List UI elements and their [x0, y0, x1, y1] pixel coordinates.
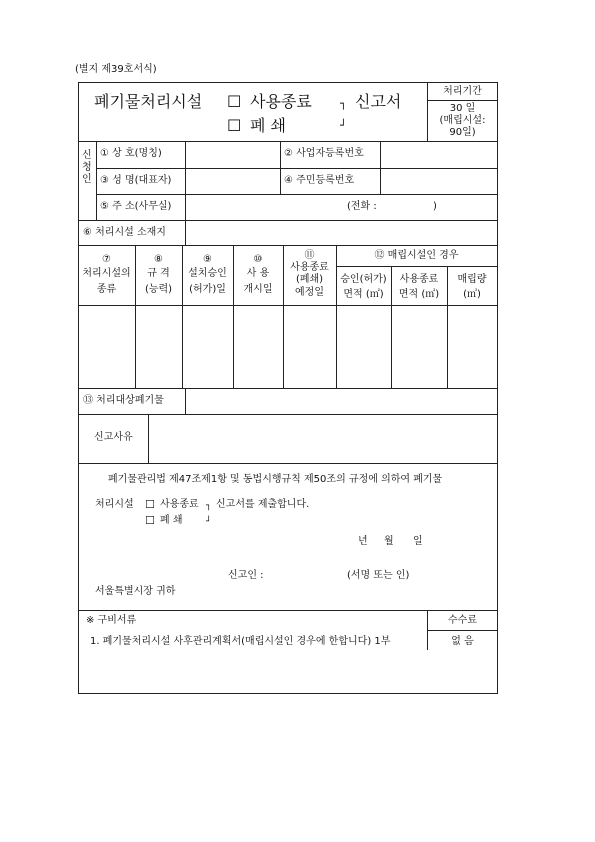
- declaration-bracket-bottom: ┘: [206, 517, 212, 527]
- fee-label: 수수료: [448, 615, 477, 626]
- checkbox-usage-end[interactable]: ☐: [227, 92, 242, 111]
- capacity-cell[interactable]: [136, 306, 181, 387]
- col-7-label-2: 종류: [96, 284, 117, 295]
- col-10-label-2: 개시일: [243, 284, 273, 295]
- facility-location-field[interactable]: [186, 221, 496, 244]
- date-year: 년: [358, 536, 368, 547]
- col-7-number: ⑦: [102, 254, 111, 265]
- resident-reg-field[interactable]: [381, 169, 496, 193]
- landfill-volume-cell[interactable]: [448, 306, 496, 387]
- declaration-bracket-top: ┐: [206, 501, 212, 511]
- declaration-opt-usage-end: 사용종료: [160, 499, 199, 510]
- signature-label: (서명 또는 인): [347, 570, 410, 581]
- closed-area-cell[interactable]: [392, 306, 446, 387]
- start-date-cell[interactable]: [234, 306, 282, 387]
- business-reg-field[interactable]: [381, 142, 496, 167]
- title-option-usage-end: 사용종료: [250, 92, 312, 111]
- target-waste-label: ⑬ 처리대상폐기물: [83, 395, 164, 406]
- declaration-checkbox-usage-end[interactable]: ☐: [145, 498, 155, 511]
- approved-area-cell[interactable]: [337, 306, 390, 387]
- approval-date-cell[interactable]: [183, 306, 232, 387]
- processing-period-note-1: (매립시설:: [439, 115, 486, 126]
- title-option-closure: 폐 쇄: [250, 116, 286, 135]
- declaration-prefix: 처리시설: [95, 499, 134, 510]
- required-documents-header: ※ 구비서류: [86, 615, 137, 626]
- processing-period-label: 처리기간: [443, 86, 482, 97]
- address-label: ⑤ 주 소(사무실): [100, 201, 172, 212]
- col-12c-label-1: 매립량: [457, 274, 487, 285]
- processing-period-value: 30 일: [449, 103, 476, 114]
- date-month: 월: [384, 536, 394, 547]
- col-10-label-1: 사 용: [246, 268, 270, 279]
- representative-label: ③ 성 명(대표자): [100, 175, 172, 186]
- company-name-field[interactable]: [186, 142, 279, 167]
- checkbox-closure[interactable]: ☐: [227, 116, 242, 135]
- title-main: 폐기물처리시설: [94, 92, 203, 111]
- report-reason-field[interactable]: [149, 415, 496, 462]
- representative-field[interactable]: [186, 169, 279, 193]
- date-day: 일: [413, 536, 423, 547]
- fee-value: 없 음: [451, 636, 474, 647]
- facility-type-cell[interactable]: [79, 306, 134, 387]
- col-11-label-2: (폐쇄): [295, 274, 324, 285]
- reporter-label: 신고인 :: [228, 570, 264, 581]
- form-number-label: (별지 제39호서식): [75, 64, 157, 75]
- col-12c-label-2: (㎥): [463, 289, 481, 300]
- col-11-number: ⑪: [304, 250, 315, 261]
- facility-location-label: ⑥ 처리시설 소재지: [83, 227, 166, 238]
- title-bracket-bottom: ┘: [340, 119, 347, 132]
- title-bracket-top: ┐: [340, 97, 347, 110]
- required-document-item-1: 1. 폐기물처리시설 사후관리계획서(매립시설인 경우에 한합니다) 1부: [90, 636, 391, 647]
- col-7-label-1: 처리시설의: [82, 268, 131, 279]
- col-12b-label-1: 사용종료: [399, 274, 439, 285]
- col-10-number: ⑩: [253, 254, 263, 265]
- col-12b-label-2: 면적 (㎡): [398, 289, 440, 300]
- target-waste-field[interactable]: [186, 389, 496, 413]
- declaration-opt-closure: 폐 쇄: [160, 515, 183, 526]
- resident-reg-label: ④ 주민등록번호: [284, 175, 355, 186]
- report-reason-label: 신고사유: [94, 432, 133, 443]
- phone-close: ): [433, 201, 437, 212]
- col-9-label-2: (허가)일: [189, 284, 226, 295]
- col-11-label-1: 사용종료: [290, 262, 329, 273]
- col-8-label-2: (능력): [144, 284, 173, 295]
- phone-label: (전화 :: [347, 201, 377, 212]
- address-field[interactable]: [186, 195, 346, 219]
- declaration-checkbox-closure[interactable]: ☐: [145, 514, 155, 527]
- col-8-number: ⑧: [154, 254, 163, 265]
- col-12a-label-1: 승인(허가): [340, 274, 387, 285]
- processing-period-note-2: 90일): [449, 127, 476, 138]
- col-8-label-1: 규 격: [147, 268, 170, 279]
- col-12a-label-2: 면적 (㎡): [343, 289, 384, 300]
- applicant-section-label: 신청인: [82, 150, 92, 185]
- recipient-label: 서울특별시장 귀하: [95, 586, 176, 597]
- declaration-suffix: 신고서를 제출합니다.: [216, 499, 310, 510]
- company-name-label: ① 상 호(명칭): [100, 148, 162, 159]
- end-date-cell[interactable]: [284, 306, 335, 387]
- declaration-line-1: 폐기물관리법 제47조제1항 및 동법시행규칙 제50조의 규정에 의하여 폐기물: [108, 474, 443, 485]
- title-suffix: 신고서: [355, 92, 402, 111]
- col-11-label-3: 예정일: [295, 287, 324, 298]
- business-reg-label: ② 사업자등록번호: [284, 148, 364, 159]
- col-12-header: ⑫ 매립시설인 경우: [374, 250, 459, 261]
- col-9-label-1: 설치승인: [188, 268, 227, 279]
- col-9-number: ⑨: [203, 254, 212, 265]
